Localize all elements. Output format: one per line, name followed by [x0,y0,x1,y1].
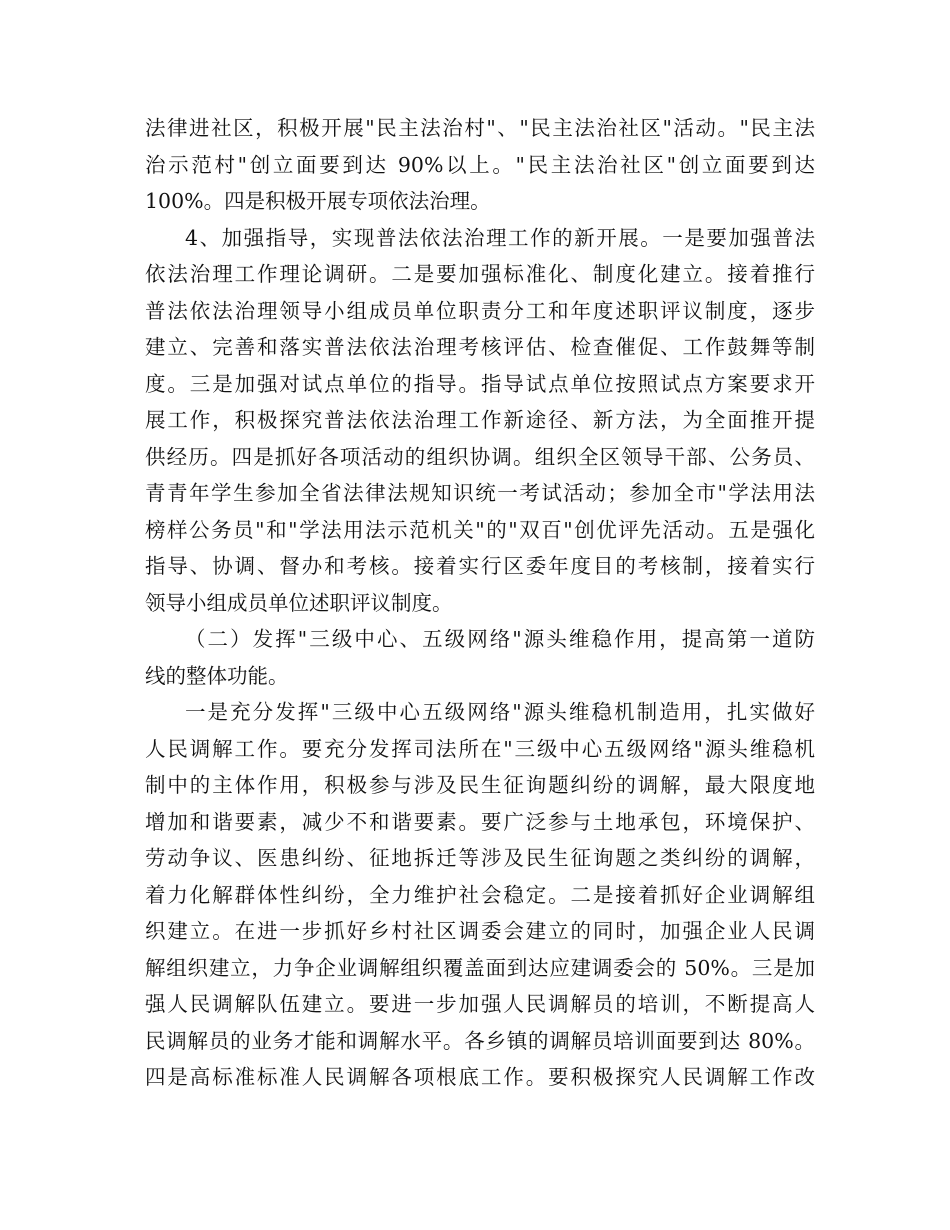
text-line: 劳动争议、医患纠纷、征地拆迁等涉及民生征询题之类纠纷的调解， [145,846,815,870]
text-line: 供经历。四是抓好各项活动的组织协调。组织全区领导干部、公务员、 [145,445,815,469]
text-line: 青青年学生参加全省法律法规知识统一考试活动；参加全市"学法用法 [145,481,815,505]
text-line: 100%。四是积极开展专项依法治理。 [145,189,491,213]
text-line: 增加和谐要素，减少不和谐要素。要广泛参与土地承包，环境保护、 [145,810,815,834]
text-line: 领导小组成员单位述职评议制度。 [145,591,453,615]
section-heading-line: 线的整体功能。 [145,664,289,688]
text-line: 四是高标准标准人民调解各项根底工作。要积极探究人民调解工作改 [145,1065,815,1089]
text-line: 着力化解群体性纠纷，全力维护社会稳定。二是接着抓好企业调解组 [145,883,815,907]
text-line: 民调解员的业务才能和调解水平。各乡镇的调解员培训面要到达 80%。 [145,1029,815,1053]
text-line: 普法依法治理领导小组成员单位职责分工和年度述职评议制度，逐步 [145,299,815,323]
text-line: 强人民调解队伍建立。要进一步加强人民调解员的培训，不断提高人 [145,992,815,1016]
text-line: 度。三是加强对试点单位的指导。指导试点单位按照试点方案要求开 [145,372,815,396]
text-line: 展工作，积极探究普法依法治理工作新途径、新方法，为全面推开提 [145,408,815,432]
text-line: 制中的主体作用，积极参与涉及民生征询题纠纷的调解，最大限度地 [145,773,815,797]
text-line: 治示范村"创立面要到达 90%以上。"民主法治社区"创立面要到达 [145,153,815,177]
text-line: 人民调解工作。要充分发挥司法所在"三级中心五级网络"源头维稳机 [145,737,815,761]
text-line: 榜样公务员"和"学法用法示范机关"的"双百"创优评先活动。五是强化 [145,518,815,542]
section-heading-line: （二）发挥"三级中心、五级网络"源头维稳作用，提高第一道防 [185,627,815,651]
text-line: 建立、完善和落实普法依法治理考核评估、检查催促、工作鼓舞等制 [145,335,815,359]
paragraph-start-line: 一是充分发挥"三级中心五级网络"源头维稳机制造用，扎实做好 [185,700,815,724]
text-line: 指导、协调、督办和考核。接着实行区委年度目的考核制，接着实行 [145,554,815,578]
text-line: 法律进社区，积极开展"民主法治村"、"民主法治社区"活动。"民主法 [145,116,815,140]
text-line: 织建立。在进一步抓好乡村社区调委会建立的同时，加强企业人民调 [145,919,815,943]
paragraph-start-line: 4、加强指导，实现普法依法治理工作的新开展。一是要加强普法 [185,226,815,250]
text-line: 依法治理工作理论调研。二是要加强标准化、制度化建立。接着推行 [145,262,815,286]
text-line: 解组织建立，力争企业调解组织覆盖面到达应建调委会的 50%。三是加 [145,956,815,980]
